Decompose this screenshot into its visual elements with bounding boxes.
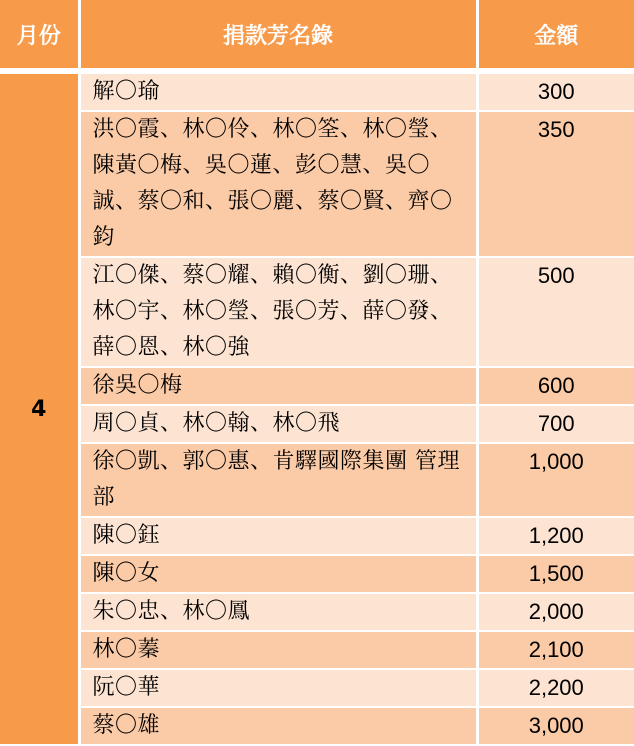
- amount-cell: 2,100: [477, 631, 634, 669]
- donor-names-cell: 蔡〇雄: [79, 707, 477, 745]
- table-row: [0, 631, 634, 669]
- table-row: [0, 71, 634, 111]
- amount-cell: 500: [477, 257, 634, 367]
- month-cell: 4: [0, 71, 79, 745]
- donor-names-cell: 洪〇霞、林〇伶、林〇筌、林〇瑩、陳黃〇梅、吳〇蓮、彭〇慧、吳〇誠、蔡〇和、張〇麗、蔡〇賢、齊〇鈞: [79, 111, 477, 257]
- amount-cell: 1,200: [477, 517, 634, 555]
- table-row: [0, 517, 634, 555]
- donor-names-cell: 林〇蓁: [79, 631, 477, 669]
- table-row: [0, 707, 634, 745]
- table-row: [0, 405, 634, 443]
- table-row: [0, 669, 634, 707]
- names-column-header: 捐款芳名錄: [79, 0, 477, 71]
- amount-cell: 1,500: [477, 555, 634, 593]
- amount-cell: 300: [477, 71, 634, 111]
- donor-names-cell: 解〇瑜: [79, 71, 477, 111]
- donor-names-cell: 周〇貞、林〇翰、林〇飛: [79, 405, 477, 443]
- table-row: [0, 443, 634, 517]
- donor-names-cell: 陳〇女: [79, 555, 477, 593]
- amount-column-header: 金額: [477, 0, 634, 71]
- table-row: [0, 367, 634, 405]
- month-column-header: 月份: [0, 0, 79, 71]
- table-row: [0, 593, 634, 631]
- table-row: [0, 257, 634, 367]
- donor-names-cell: 徐吳〇梅: [79, 367, 477, 405]
- donor-names-cell: 江〇傑、蔡〇耀、賴〇衡、劉〇珊、林〇宇、林〇瑩、張〇芳、薛〇發、薛〇恩、林〇強: [79, 257, 477, 367]
- donor-names-cell: 陳〇鈺: [79, 517, 477, 555]
- donor-names-cell: 朱〇忠、林〇鳳: [79, 593, 477, 631]
- table-row: [0, 555, 634, 593]
- amount-cell: 700: [477, 405, 634, 443]
- table-row: [0, 111, 634, 257]
- amount-cell: 350: [477, 111, 634, 257]
- amount-cell: 3,000: [477, 707, 634, 745]
- table-header-row: [0, 0, 634, 71]
- amount-cell: 600: [477, 367, 634, 405]
- amount-cell: 2,000: [477, 593, 634, 631]
- donor-names-cell: 徐〇凱、郭〇惠、肯驛國際集團 管理部: [79, 443, 477, 517]
- amount-cell: 1,000: [477, 443, 634, 517]
- amount-cell: 2,200: [477, 669, 634, 707]
- donor-names-cell: 阮〇華: [79, 669, 477, 707]
